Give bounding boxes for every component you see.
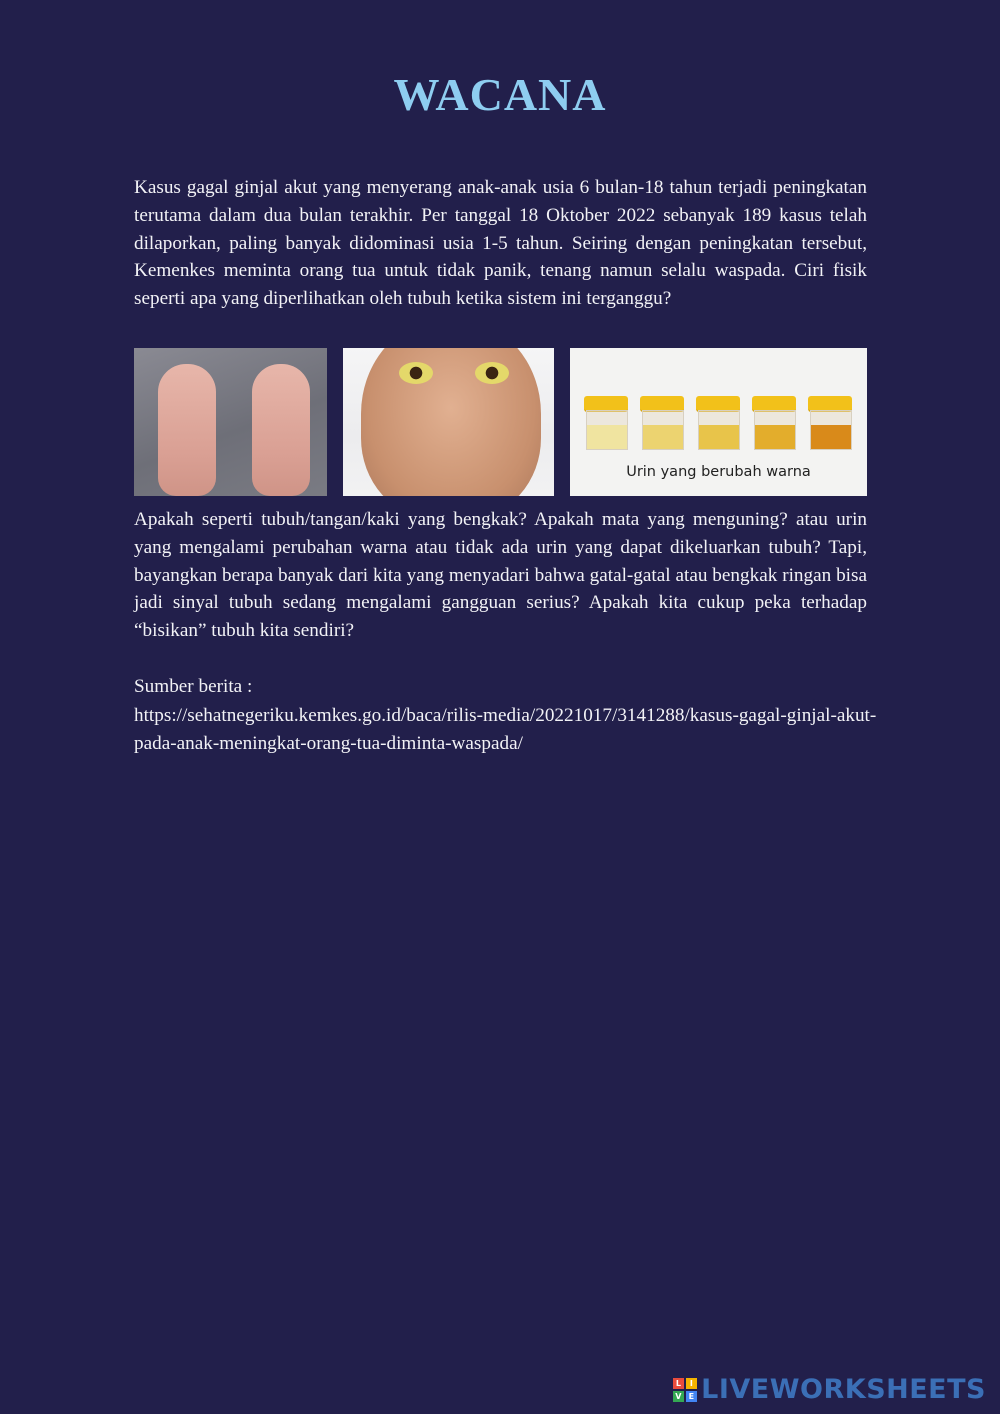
urine-jar	[752, 396, 796, 448]
urine-jar	[640, 396, 684, 448]
right-foot-shape	[252, 364, 310, 496]
watermark-text: LIVEWORKSHEETS	[701, 1374, 986, 1405]
urine-jar	[584, 396, 628, 448]
source-label: Sumber berita :	[134, 676, 253, 697]
swollen-feet-photo	[134, 348, 327, 496]
intro-paragraph: Kasus gagal ginjal akut yang menyerang anak-anak usia 6 bulan-18 tahun terjadi peningkatan terutama dalam dua bulan terakhir. Per tanggal 18 Oktober 2022 sebanyak 189 kasus telah dilaporkan, paling banyak didominasi usia 1-5 tahun. Seiring dengan peningkatan tersebut, Kemenkes meminta orang tua untuk tidak panik, tenang namun selalu waspada. Ciri fisik seperti apa yang diperlihatkan oleh tubuh ketika sistem ini terganggu?	[134, 177, 867, 310]
source-section	[134, 673, 894, 759]
left-eye-shape	[399, 362, 433, 384]
left-foot-shape	[158, 364, 216, 496]
urine-color-photo	[570, 348, 867, 496]
face-shape	[361, 348, 541, 496]
urine-caption: Urin yang berubah warna	[626, 464, 811, 480]
urine-jar	[808, 396, 852, 448]
source-link[interactable]: https://sehatnegeriku.kemkes.go.id/baca/rilis-media/20221017/3141288/kasus-gagal-ginjal-akut-pada-anak-meningkat-orang-tua-diminta-waspada/	[134, 704, 877, 754]
liveworksheets-logo-icon: L I V E	[673, 1378, 697, 1402]
page-title: WACANA	[393, 69, 607, 120]
urine-jar	[696, 396, 740, 448]
question-paragraph: Apakah seperti tubuh/tangan/kaki yang bengkak? Apakah mata yang menguning? atau urin yang mengalami perubahan warna atau tidak ada urin yang dapat dikeluarkan tubuh? Tapi, bayangkan berapa banyak dari kita yang menyadari bahwa gatal-gatal atau bengkak ringan bisa jadi sinyal tubuh sedang mengalami gangguan serius? Apakah kita cukup peka terhadap “bisikan” tubuh kita sendiri?	[134, 509, 867, 642]
liveworksheets-watermark	[673, 1374, 986, 1405]
yellow-eyes-photo	[343, 348, 554, 496]
right-eye-shape	[475, 362, 509, 384]
